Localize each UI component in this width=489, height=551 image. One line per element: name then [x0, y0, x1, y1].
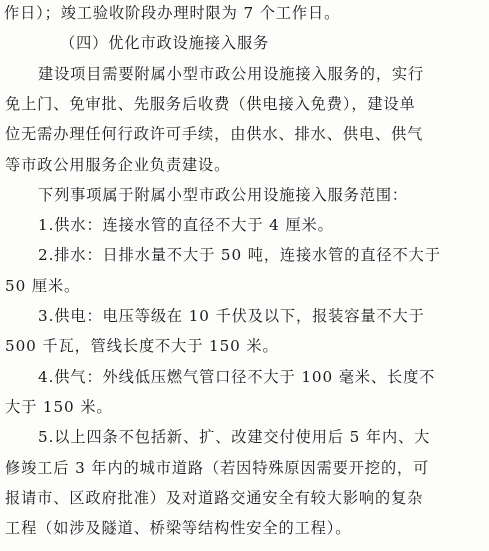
list-item: 4.供气：外线低压燃气管口径不大于 100 毫米、长度不	[38, 367, 436, 386]
text-line: 建设项目需要附属小型市政公用设施接入服务的，实行	[38, 64, 425, 83]
list-item-continuation: 报请市、区政府批准）及对道路交通安全有较大影响的复杂	[5, 488, 424, 507]
list-item-continuation: 工程（如涉及隧道、桥梁等结构性安全的工程）。	[5, 519, 352, 538]
text-line: 等市政公用服务企业负责建设。	[5, 155, 231, 174]
list-item: 3.供电：电压等级在 10 千伏及以下，报装容量不大于	[38, 307, 425, 325]
section-heading: （四）优化市政设施接入服务	[60, 34, 270, 53]
list-item: 2.排水：日排水量不大于 50 吨，连接水管的直径不大于	[38, 246, 441, 265]
list-item: 5.以上四条不包括新、扩、改建交付使用后 5 年内、大	[38, 428, 431, 447]
text-line: 下列事项属于附属小型市政公用设施接入服务范围：	[38, 185, 409, 204]
text-line: 作日）；竣工验收阶段办理时限为 7 个工作日。	[4, 4, 341, 22]
list-item-continuation: 修竣工后 3 年内的城市道路（若因特殊原因需要开挖的，可	[5, 458, 430, 477]
list-item: 1.供水：连接水管的直径不大于 4 厘米。	[38, 216, 334, 235]
text-line: 位无需办理任何行政许可手续，由供水、排水、供电、供气	[5, 125, 424, 144]
list-item-continuation: 500 千瓦，管线长度不大于 150 米。	[5, 337, 279, 356]
text-line: 免上门、免审批、先服务后收费（供电接入免费），建设单	[5, 94, 416, 113]
list-item-continuation: 大于 150 米。	[5, 397, 113, 416]
list-item-continuation: 50 厘米。	[5, 276, 81, 295]
